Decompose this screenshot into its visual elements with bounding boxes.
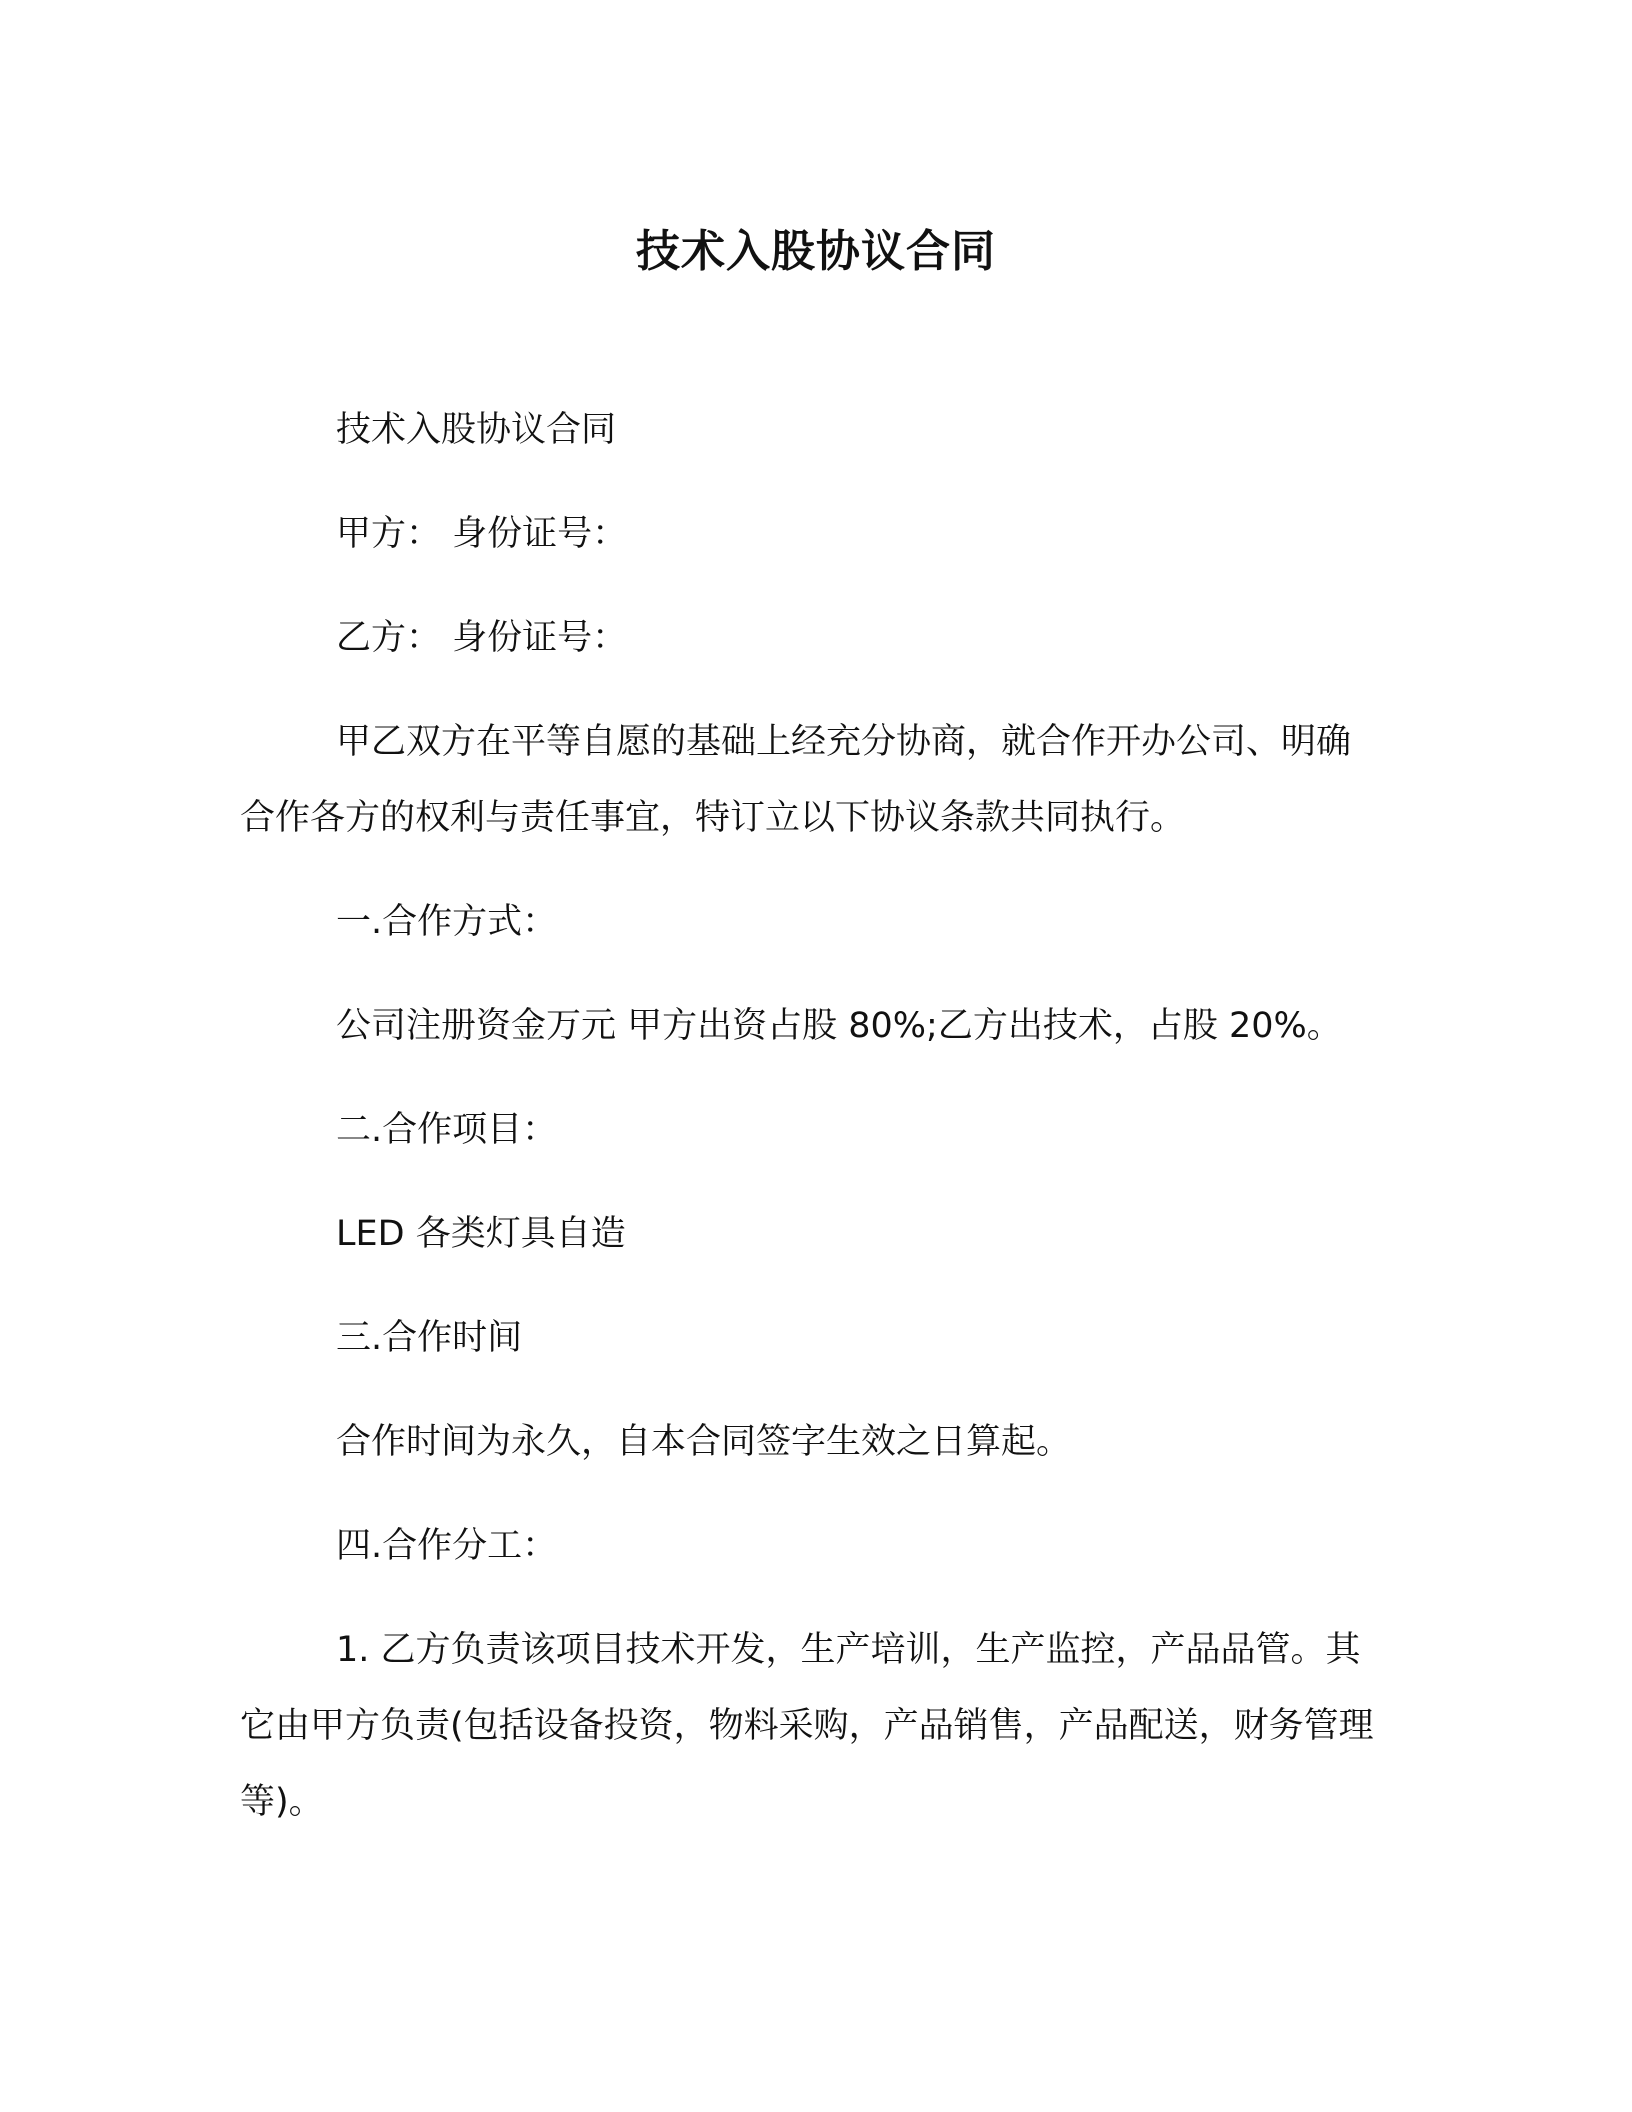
paragraph-division-of-work: 1. 乙方负责该项目技术开发，生产培训，生产监控，产品品管。其它由甲方负责(包括设备投资，物料采购，产品销售，产品配送，财务管理等)。	[240, 1630, 1374, 1822]
section-heading-cooperation-project: 二.合作项目：	[336, 1110, 558, 1150]
paragraph-capital-shares: 公司注册资金万元 甲方出资占股 80%;乙方出技术，占股 20%。	[336, 1006, 1342, 1046]
paragraph-preamble: 甲乙双方在平等自愿的基础上经充分协商，就合作开办公司、明确合作各方的权利与责任事宜，特订立以下协议条款共同执行。	[240, 722, 1352, 838]
paragraph-cooperation-time: 合作时间为永久，自本合同签字生效之日算起。	[336, 1422, 1072, 1462]
section-heading-division-of-work: 四.合作分工：	[336, 1526, 558, 1566]
section-heading-cooperation-time: 三.合作时间	[336, 1318, 523, 1358]
paragraph-heading: 技术入股协议合同	[336, 410, 617, 450]
section-heading-cooperation-method: 一.合作方式：	[336, 902, 558, 942]
paragraph-project: LED 各类灯具自造	[336, 1214, 626, 1254]
document-title: 技术入股协议合同	[636, 226, 996, 277]
paragraph-party-b: 乙方： 身份证号：	[336, 618, 628, 658]
document-body	[240, 392, 1380, 1868]
paragraph-party-a: 甲方： 身份证号：	[336, 514, 628, 554]
